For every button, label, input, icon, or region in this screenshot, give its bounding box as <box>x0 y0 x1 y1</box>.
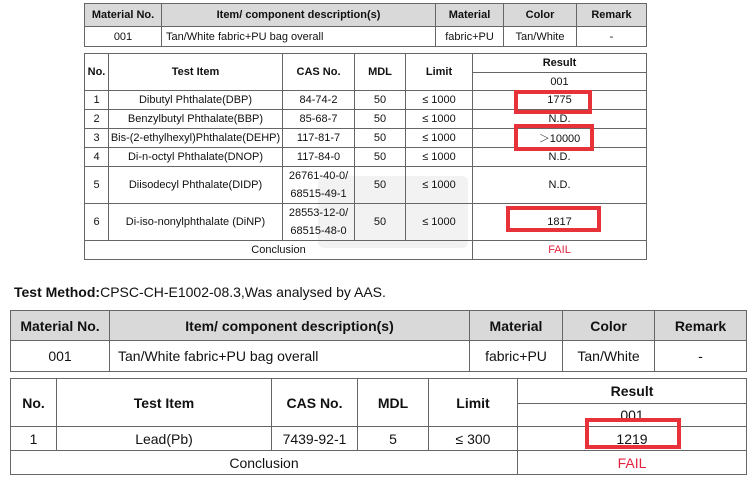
row-result: 1775 <box>473 91 647 110</box>
col-material-no: Material No. <box>85 4 162 27</box>
row-result: N.D. <box>473 148 647 167</box>
conclusion-row <box>11 451 747 475</box>
col-limit: Limit <box>429 379 518 427</box>
color: Tan/White <box>504 27 577 47</box>
row-mdl: 50 <box>355 148 406 167</box>
col-material-no: Material No. <box>11 311 110 341</box>
row-cas <box>283 167 355 204</box>
col-color: Color <box>563 311 655 341</box>
row-no: 6 <box>85 204 109 241</box>
row-mdl: 50 <box>355 91 406 110</box>
row-result: N.D. <box>473 167 647 204</box>
col-result: Result <box>473 54 647 73</box>
row-result: 1817 <box>473 204 647 241</box>
row-test-item: Dibutyl Phthalate(DBP) <box>109 91 283 110</box>
row-test-item: Di-n-octyl Phthalate(DNOP) <box>109 148 283 167</box>
item-desc: Tan/White fabric+PU bag overall <box>110 341 470 372</box>
highlight-box-dbp <box>514 90 592 114</box>
row-result: N.D. <box>473 110 647 129</box>
row-no: 3 <box>85 129 109 148</box>
col-result-sub: 001 <box>473 73 647 91</box>
highlight-box-dinp <box>506 206 601 232</box>
highlight-box-dehp <box>514 124 594 151</box>
row-limit: ≤ 1000 <box>406 110 473 129</box>
material: fabric+PU <box>470 341 563 372</box>
row-cas: 117-84-0 <box>283 148 355 167</box>
table2-material-header <box>10 310 747 372</box>
row-test-item: Bis-(2-ethylhexyl)Phthalate(DEHP) <box>109 129 283 148</box>
row-test-item: Lead(Pb) <box>57 427 272 451</box>
color: Tan/White <box>563 341 655 372</box>
conclusion-row <box>85 241 647 260</box>
row-test-item: Diisodecyl Phthalate(DIDP) <box>109 167 283 204</box>
row-no: 5 <box>85 167 109 204</box>
col-color: Color <box>504 4 577 27</box>
row-result: 1219 <box>518 427 747 451</box>
row-cas-line1: 26761-40-0/ <box>288 170 349 182</box>
col-mdl: MDL <box>355 54 406 91</box>
col-remark: Remark <box>655 311 747 341</box>
row-cas <box>283 204 355 241</box>
row-cas-line2: 68515-48-0 <box>290 225 347 237</box>
col-mdl: MDL <box>358 379 429 427</box>
row-limit: ≤ 1000 <box>406 167 473 204</box>
row-test-item: Di-iso-nonylphthalate (DiNP) <box>109 204 283 241</box>
conclusion-label: Conclusion <box>11 451 518 475</box>
row-no: 4 <box>85 148 109 167</box>
row-mdl: 50 <box>355 129 406 148</box>
remark: - <box>577 27 647 47</box>
col-no: No. <box>11 379 57 427</box>
col-result-sub: 001 <box>518 404 747 427</box>
row-cas-line1: 28553-12-0/ <box>288 207 349 219</box>
row-limit: ≤ 1000 <box>406 91 473 110</box>
col-cas: CAS No. <box>272 379 358 427</box>
highlight-box-lead <box>585 418 681 449</box>
row-limit: ≤ 1000 <box>406 204 473 241</box>
row-mdl: 5 <box>358 427 429 451</box>
row-result: ＞10000 <box>473 129 647 148</box>
row-mdl: 50 <box>355 204 406 241</box>
col-limit: Limit <box>406 54 473 91</box>
row-mdl: 50 <box>355 167 406 204</box>
row-cas: 84-74-2 <box>283 91 355 110</box>
col-cas: CAS No. <box>283 54 355 91</box>
row-limit: ≤ 1000 <box>406 148 473 167</box>
row-cas: 7439-92-1 <box>272 427 358 451</box>
remark: - <box>655 341 747 372</box>
material-no: 001 <box>85 27 162 47</box>
row-test-item: Benzylbutyl Phthalate(BBP) <box>109 110 283 129</box>
row-cas: 85-68-7 <box>283 110 355 129</box>
test-method-label: Test Method: <box>14 284 101 300</box>
material: fabric+PU <box>436 27 504 47</box>
test-method <box>14 284 386 300</box>
row-no: 1 <box>11 427 57 451</box>
col-test-item: Test Item <box>57 379 272 427</box>
col-item-desc: Item/ component description(s) <box>162 4 436 27</box>
row-no: 2 <box>85 110 109 129</box>
row-cas: 117-81-7 <box>283 129 355 148</box>
test-method-text: CPSC-CH-E1002-08.3,Was analysed by AAS. <box>100 284 386 300</box>
conclusion-label: Conclusion <box>85 241 473 260</box>
col-material: Material <box>436 4 504 27</box>
row-cas-line2: 68515-49-1 <box>290 188 347 200</box>
row-mdl: 50 <box>355 110 406 129</box>
material-no: 001 <box>11 341 110 372</box>
col-material: Material <box>470 311 563 341</box>
row-limit: ≤ 1000 <box>406 129 473 148</box>
conclusion-value: FAIL <box>473 241 647 260</box>
col-item-desc: Item/ component description(s) <box>110 311 470 341</box>
col-test-item: Test Item <box>109 54 283 91</box>
row-limit: ≤ 300 <box>429 427 518 451</box>
table-row <box>85 167 647 204</box>
table1-material-header <box>84 3 647 47</box>
col-remark: Remark <box>577 4 647 27</box>
col-result: Result <box>518 379 747 404</box>
row-no: 1 <box>85 91 109 110</box>
item-desc: Tan/White fabric+PU bag overall <box>162 27 436 47</box>
col-no: No. <box>85 54 109 91</box>
conclusion-value: FAIL <box>518 451 747 475</box>
